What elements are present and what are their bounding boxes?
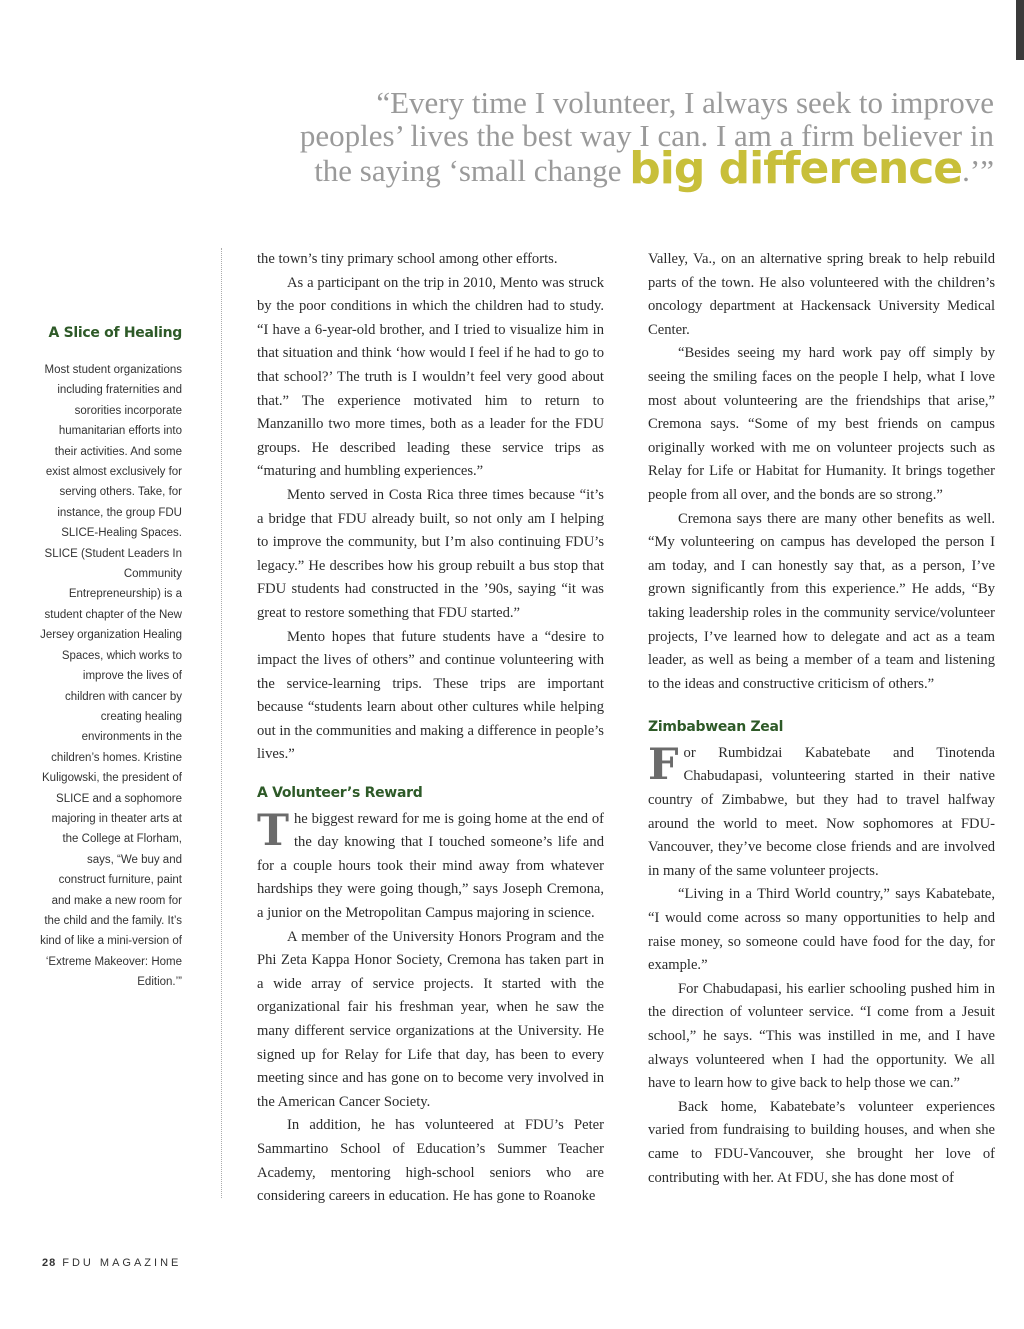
pull-quote-highlight: big difference xyxy=(629,143,963,194)
paragraph: “Living in a Third World country,” says Kabatebate, “I would come across so many opportunities to help and raise money, so someone could have food for the day, for example.” xyxy=(648,886,995,974)
paragraph: Mento served in Costa Rica three times because “it’s a bridge that FDU already built, so not only am I helping to improve the community, but I’m also continuing FDU’s legacy.” He describes how his group rebuilt a bus stop that FDU students had constructed in the ’90s, saying “it was great to restore something that FDU started.” xyxy=(257,486,604,621)
paragraph: Mento hopes that future students have a “desire to impact the lives of others” and continue volunteering with the service-learning trips. These trips are important because “students learn about other cultures while helping out in the communities and making a difference in people’s lives.” xyxy=(257,628,604,763)
article-column-2 xyxy=(648,248,995,1190)
paragraph xyxy=(257,805,604,926)
magazine-name: FDU MAGAZINE xyxy=(62,1257,182,1269)
page-edge-bar xyxy=(1016,0,1024,60)
column-divider xyxy=(221,248,222,1198)
paragraph-text: he biggest reward for me is going home at the end of the day knowing that I touched someone’s life and for a couple hours took their mind away from whatever hardships they were going though,” says Joseph Cremona, a junior on the Metropolitan Campus majoring in science. xyxy=(257,810,604,922)
paragraph: A member of the University Honors Program and the Phi Zeta Kappa Honor Society, Cremona has taken part in a wide array of service projects. It started with the organizational fair his freshman year, when he saw the many different service organizations at the University. He signed up for Relay for Life that day, has been to every meeting since and has gone on to become very involved in the American Cancer Society. xyxy=(257,928,604,1110)
paragraph-text: or Rumbidzai Kabatebate and Tinotenda Chabudapasi, volunteering started in their native country of Zimbabwe, but they had to travel halfway around the world to meet. Now sophomores at FDU-Vancouver, they’ve become close friends and are involved in many of the same volunteer projects. xyxy=(648,744,995,879)
pull-quote xyxy=(274,85,994,194)
drop-cap: T xyxy=(257,805,289,856)
paragraph: As a participant on the trip in 2010, Mento was struck by the poor conditions in which the children had to study. “I have a 6-year-old brother, and I tried to visualize him in that situation and think ‘how would I feel if he had to go to that school?’ The truth is I wouldn’t feel very good about that.” The experience motivated him to return to Manzanillo two more times, both as a leader for the FDU groups. He described leading these service trips as “maturing and humbling experiences.” xyxy=(257,274,604,480)
paragraph: the town’s tiny primary school among other efforts. xyxy=(257,251,558,267)
article-column-1 xyxy=(257,248,604,1209)
sidebar-body: Most student organizations including fraternities and sororities incorporate humanitarian efforts into their activities. And some exist almost exclusively for serving others. Take, for instance, the group FDU SLICE-Healing Spaces. SLICE (Student Leaders In Community Entrepreneurship) is a student chapter of the New Jersey organization Healing Spaces, which works to improve the lives of children with cancer by creating healing environments in the children’s homes. Kristine Kuligowski, the president of SLICE and a sophomore majoring in theater arts at the College at Florham, says, “We buy and construct furniture, paint and make a new room for the child and the family. It’s kind of like a mini-version of ‘Extreme Makeover: Home Edition.’” xyxy=(40,364,182,989)
page-footer xyxy=(42,1257,181,1269)
drop-cap: F xyxy=(648,739,679,790)
pull-quote-text: “Every time I volunteer, I always seek to improve peoples’ lives the best way I can. I am a firm believer in the saying ‘small change xyxy=(299,85,994,188)
pull-quote-closing: .’” xyxy=(962,153,994,188)
paragraph: Back home, Kabatebate’s volunteer experiences varied from fundraising to building houses, and when she came to FDU-Vancouver, she brought her love of contributing with her. At FDU, she has done most of xyxy=(648,1098,995,1186)
section-heading: A Volunteer’s Reward xyxy=(257,785,423,802)
section-heading: Zimbabwean Zeal xyxy=(648,719,784,736)
sidebar-title: A Slice of Healing xyxy=(48,325,182,341)
paragraph: Cremona says there are many other benefits as well. “My volunteering on campus has developed the person I am today, and I can honestly say that, as a person, I’ve grown significantly from this experience.” He adds, “By taking leadership roles in the community service/volunteer projects, I’ve learned how to delegate and act as a team leader, as well as being a member of a team and listening to the ideas and constructive criticism of others.” xyxy=(648,510,995,692)
paragraph: Valley, Va., on an alternative spring break to help rebuild parts of the town. He also volunteered with the children’s oncology department at Hackensack University Medical Center. xyxy=(648,251,995,338)
paragraph xyxy=(648,739,995,884)
paragraph: For Chabudapasi, his earlier schooling pushed him in the direction of volunteer service. “I come from a Jesuit school,” he says. “This was instilled in me, and I have always volunteered when I had the opportunity. We all have to learn how to give back to help those we can.” xyxy=(648,980,995,1092)
paragraph: “Besides seeing my hard work pay off simply by seeing the smiling faces on the people I help, what I love most about volunteering are the friendships that arise,” Cremona says. “Some of my best friends on campus originally worked with me on volunteer projects such as Relay for Life or Habitat for Humanity. It brings together people from all over, and the bonds are so strong.” xyxy=(648,345,995,503)
paragraph: In addition, he has volunteered at FDU’s Peter Sammartino School of Education’s Summer Teacher Academy, mentoring high-school seniors who are considering careers in education. He has gone to Roanoke xyxy=(257,1117,604,1205)
sidebar xyxy=(40,325,182,993)
page-number: 28 xyxy=(42,1257,57,1269)
